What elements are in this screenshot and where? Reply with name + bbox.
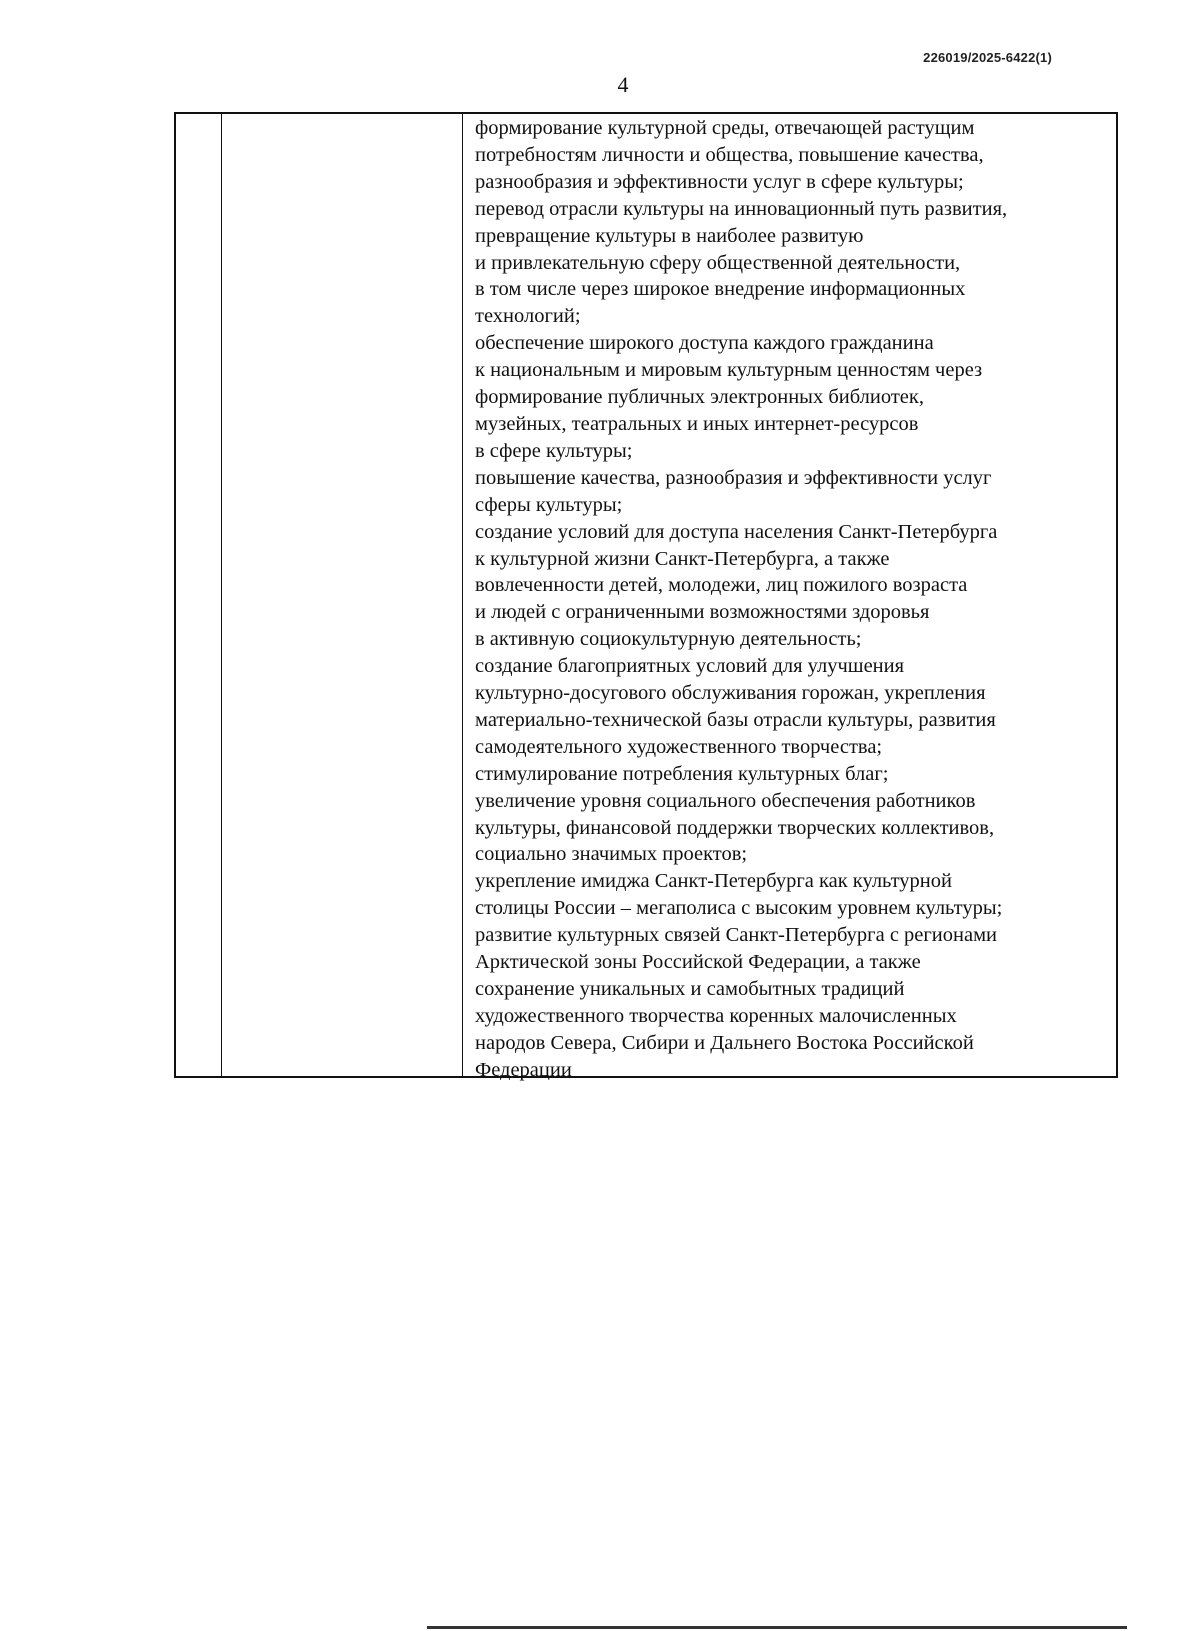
text-line: перевод отрасли культуры на инновационный путь развития, <box>475 197 1008 220</box>
text-line: стимулирование потребления культурных благ; <box>475 762 889 785</box>
text-line: обеспечение широкого доступа каждого гражданина <box>475 332 934 355</box>
text-line: художественного творчества коренных малочисленных <box>475 1004 957 1027</box>
text-line: Арктической зоны Российской Федерации, а также <box>475 951 921 974</box>
text-line: материально-технической базы отрасли культуры, развития <box>475 708 996 731</box>
text-line: музейных, театральных и иных интернет-ресурсов <box>475 412 919 435</box>
text-line: развитие культурных связей Санкт-Петербурга с регионами <box>475 924 998 947</box>
table-cell-number <box>176 114 222 1076</box>
text-line: в том числе через широкое внедрение информационных <box>475 278 966 301</box>
table-cell-description <box>463 114 1116 1081</box>
text-line: культуры, финансовой поддержки творческих коллективов, <box>475 816 995 839</box>
text-line: разнообразия и эффективности услуг в сфере культуры; <box>475 170 964 193</box>
text-line: превращение культуры в наиболее развитую <box>475 224 864 247</box>
text-line: в сфере культуры; <box>475 439 633 462</box>
document-id: 226019/2025-6422(1) <box>923 50 1052 65</box>
text-line: технологий; <box>475 305 581 328</box>
text-line: формирование публичных электронных библиотек, <box>475 386 924 409</box>
table-cell-name <box>222 114 463 1076</box>
page-number: 4 <box>617 72 629 97</box>
text-line: культурно-досугового обслуживания горожан, укрепления <box>475 682 986 705</box>
text-line: к национальным и мировым культурным ценностям через <box>475 359 983 382</box>
text-line: вовлеченности детей, молодежи, лиц пожилого возраста <box>475 574 968 597</box>
text-line: создание благоприятных условий для улучшения <box>475 655 905 678</box>
text-line: и людей с ограниченными возможностями здоровья <box>475 601 930 624</box>
text-line: сохранение уникальных и самобытных традиций <box>475 978 905 1000</box>
text-line: самодеятельного художественного творчества; <box>475 735 883 758</box>
text-line: Федерации <box>475 1058 572 1081</box>
text-line: столицы России – мегаполиса с высоким уровнем культуры; <box>475 897 1003 920</box>
text-line: увеличение уровня социального обеспечения работников <box>475 789 976 812</box>
text-line: создание условий для доступа населения Санкт-Петербурга <box>475 520 998 543</box>
text-line: укрепление имиджа Санкт-Петербурга как культурной <box>475 870 952 893</box>
text-line: к культурной жизни Санкт-Петербурга, а также <box>475 547 890 570</box>
text-line: в активную социокультурную деятельность; <box>475 628 862 651</box>
text-line: социально значимых проектов; <box>475 843 748 866</box>
text-line: сферы культуры; <box>475 493 623 516</box>
text-line: формирование культурной среды, отвечающей растущим <box>475 117 975 139</box>
text-line: повышение качества, разнообразия и эффективности услуг <box>475 466 992 489</box>
content-table <box>174 112 1118 1081</box>
text-line: народов Севера, Сибири и Дальнего Востока Российской <box>475 1031 974 1054</box>
text-line: и привлекательную сферу общественной деятельности, <box>475 251 961 274</box>
text-line: потребностям личности и общества, повышение качества, <box>475 143 984 166</box>
bottom-rule <box>427 1626 1127 1629</box>
